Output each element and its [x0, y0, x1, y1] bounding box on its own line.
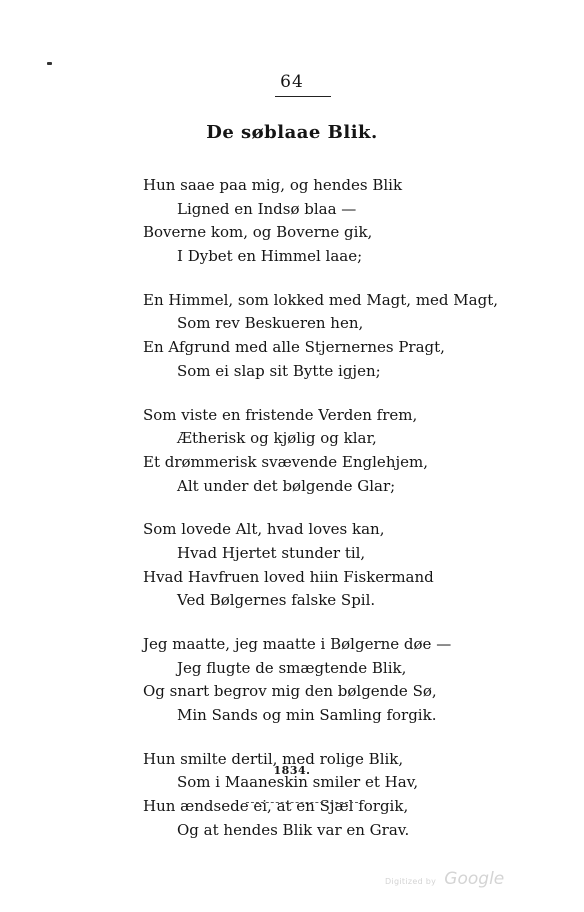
poem-line: Og at hendes Blik var en Grav.: [177, 820, 410, 839]
stanza: [143, 174, 503, 269]
poem-line: Ætherisk og kjølig og klar,: [177, 429, 377, 448]
poem-line: Som i Maaneskin smiler et Hav,: [177, 773, 419, 792]
poem-line: Som lovede Alt, hvad loves kan,: [143, 520, 385, 539]
poem-line: I Dybet en Himmel laae;: [177, 247, 363, 266]
poem-line: Og snart begrov mig den bølgende Sø,: [143, 682, 437, 701]
end-rule: [246, 802, 358, 803]
poem-line: Jeg flugte de smægtende Blik,: [177, 658, 407, 677]
poem-title: De søblaae Blik.: [206, 122, 378, 143]
poem-body: [143, 174, 503, 863]
poem-line: Boverne kom, og Boverne gik,: [143, 223, 373, 242]
poem-line: Hun saae paa mig, og hendes Blik: [143, 176, 403, 194]
stanza: [143, 633, 503, 728]
poem-year: 1834.: [273, 764, 311, 777]
stanza: [143, 289, 503, 384]
stanza: [143, 404, 503, 499]
poem-line: Alt under det bølgende Glar;: [177, 476, 396, 495]
poem-line: En Afgrund med alle Stjernernes Pragt,: [143, 338, 445, 357]
poem-line: Hun smilte dertil, med rolige Blik,: [143, 749, 404, 768]
poem-line: Hvad Hjertet stunder til,: [177, 543, 366, 562]
poem-line: Hun ændsede ei, at en Sjæl forgik,: [143, 797, 409, 816]
page-number: 64: [280, 72, 304, 92]
poem-line: Som ei slap sit Bytte igjen;: [177, 361, 381, 380]
page-number-rule: [275, 96, 331, 97]
stray-ink-mark: [47, 62, 52, 65]
stanza: [143, 748, 503, 843]
stanza: [143, 518, 503, 613]
poem-line: Som rev Beskueren hen,: [177, 314, 364, 333]
poem-line: Som viste en fristende Verden frem,: [143, 405, 418, 424]
poem-line: Et drømmerisk svævende Englehjem,: [143, 452, 428, 471]
poem-line: Hvad Havfruen loved hiin Fiskermand: [143, 567, 434, 586]
poem-line: Ligned en Indsø blaa —: [177, 199, 357, 218]
poem-line: Ved Bølgernes falske Spil.: [177, 591, 376, 610]
poem-line: Min Sands og min Samling forgik.: [177, 706, 437, 725]
watermark-prefix: Digitized by: [385, 877, 437, 886]
poem-line: En Himmel, som lokked med Magt, med Magt,: [143, 290, 498, 309]
digitized-watermark: [385, 869, 504, 889]
watermark-brand: Google: [444, 869, 505, 889]
poem-line: Jeg maatte, jeg maatte i Bølgerne døe —: [143, 635, 452, 653]
